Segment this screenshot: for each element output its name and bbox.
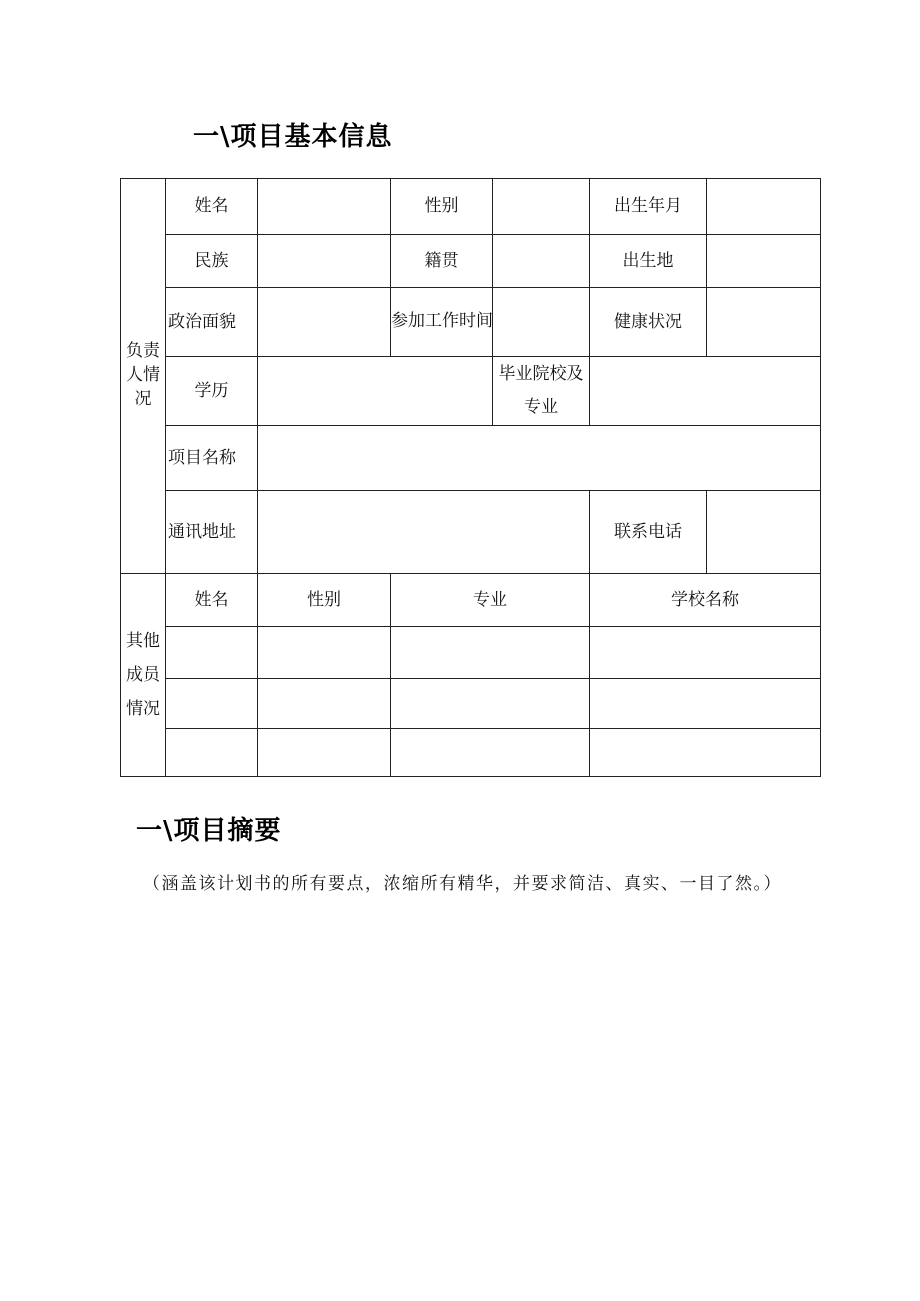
- field-project-name[interactable]: [258, 426, 821, 491]
- field-name[interactable]: [258, 179, 391, 235]
- field-ethnicity[interactable]: [258, 235, 391, 288]
- table-row: [121, 179, 821, 235]
- field-work-start[interactable]: [493, 288, 590, 357]
- label-birthplace: 出生地: [590, 235, 707, 288]
- field-education[interactable]: [258, 357, 493, 426]
- summary-description: （涵盖该计划书的所有要点，浓缩所有精华，并要求简洁、真实、一目了然。）: [143, 874, 782, 894]
- label-phone: 联系电话: [590, 491, 707, 574]
- member-school-cell[interactable]: [590, 679, 821, 729]
- label-work-start-text: 参加工作时间: [391, 311, 493, 332]
- field-birthplace[interactable]: [707, 235, 821, 288]
- table-row: [121, 426, 821, 491]
- member-header-gender: 性别: [258, 574, 391, 627]
- table-row: [121, 491, 821, 574]
- field-birth[interactable]: [707, 179, 821, 235]
- field-gender[interactable]: [493, 179, 590, 235]
- label-project-name: 项目名称: [166, 426, 258, 491]
- member-major-cell[interactable]: [391, 729, 590, 777]
- label-political: 政治面貌: [166, 288, 258, 357]
- member-name-cell[interactable]: [166, 627, 258, 679]
- member-school-cell[interactable]: [590, 627, 821, 679]
- label-school-major-text: 毕业院校及专业: [498, 363, 584, 417]
- label-health: 健康状况: [590, 288, 707, 357]
- member-major-cell[interactable]: [391, 627, 590, 679]
- leader-group-label: [121, 179, 166, 574]
- section-title-summary: 一\项目摘要: [136, 816, 282, 846]
- member-row: [121, 729, 821, 777]
- members-group-label: [121, 574, 166, 777]
- label-native-place: 籍贯: [391, 235, 493, 288]
- member-header-major: 专业: [391, 574, 590, 627]
- member-name-cell[interactable]: [166, 679, 258, 729]
- members-group-text: 其他成员情况: [126, 631, 160, 719]
- label-school-major: [493, 357, 590, 426]
- field-phone[interactable]: [707, 491, 821, 574]
- member-school-cell[interactable]: [590, 729, 821, 777]
- member-row: [121, 679, 821, 729]
- table-row: [121, 235, 821, 288]
- section-title-basic-info: 一\项目基本信息: [193, 122, 393, 152]
- project-info-table: [120, 178, 821, 777]
- field-native-place[interactable]: [493, 235, 590, 288]
- member-header-school: 学校名称: [590, 574, 821, 627]
- label-gender: 性别: [391, 179, 493, 235]
- member-major-cell[interactable]: [391, 679, 590, 729]
- member-gender-cell[interactable]: [258, 627, 391, 679]
- label-birth: 出生年月: [590, 179, 707, 235]
- field-health[interactable]: [707, 288, 821, 357]
- leader-group-text: 负责人情况: [126, 341, 160, 409]
- label-name: 姓名: [166, 179, 258, 235]
- table-row: [121, 288, 821, 357]
- label-work-start: [391, 288, 493, 357]
- field-political[interactable]: [258, 288, 391, 357]
- table-row: [121, 357, 821, 426]
- member-gender-cell[interactable]: [258, 729, 391, 777]
- member-row: [121, 627, 821, 679]
- label-ethnicity: 民族: [166, 235, 258, 288]
- member-gender-cell[interactable]: [258, 679, 391, 729]
- label-address: 通讯地址: [166, 491, 258, 574]
- label-education: 学历: [166, 357, 258, 426]
- table-row: [121, 574, 821, 627]
- field-school-major[interactable]: [590, 357, 821, 426]
- field-address[interactable]: [258, 491, 590, 574]
- member-header-name: 姓名: [166, 574, 258, 627]
- member-name-cell[interactable]: [166, 729, 258, 777]
